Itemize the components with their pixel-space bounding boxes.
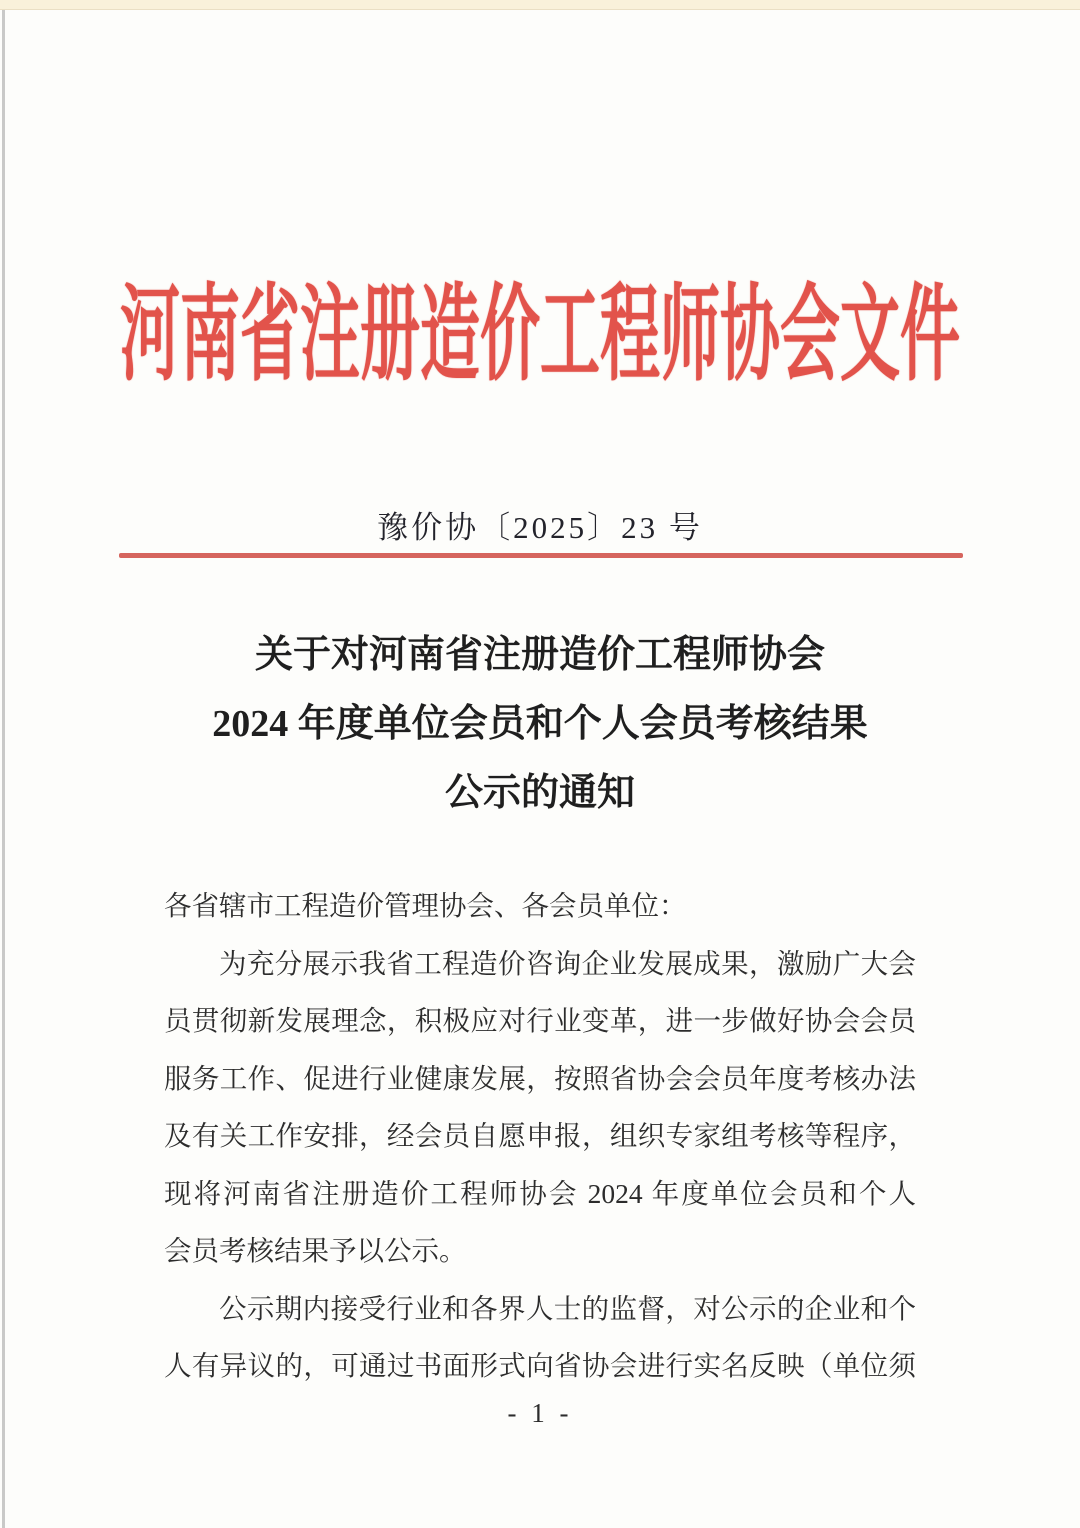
notice-body	[164, 877, 916, 1395]
body-text-line: 现将河南省注册造价工程师协会 2024 年度单位会员和个人	[164, 1177, 916, 1209]
notice-title-line: 关于对河南省注册造价工程师协会	[254, 634, 825, 676]
body-text-line: 及有关工作安排，经会员自愿申报，组织专家组考核等程序，	[164, 1120, 916, 1151]
page-number: - 1 -	[507, 1398, 573, 1428]
body-text-line: 会员考核结果予以公示。	[164, 1235, 467, 1266]
body-text-line: 人有异议的，可通过书面形式向省协会进行实名反映（单位须	[164, 1350, 916, 1381]
body-text-line: 员贯彻新发展理念，积极应对行业变革，进一步做好协会会员	[164, 1005, 916, 1036]
body-text-line: 各省辖市工程造价管理协会、各会员单位：	[164, 890, 687, 921]
body-text-line: 服务工作、促进行业健康发展，按照省协会会员年度考核办法	[164, 1062, 916, 1094]
notice-title-line: 2024 年度单位会员和个人会员考核结果	[212, 703, 868, 745]
document-number: 豫价协〔2025〕23 号	[377, 510, 703, 545]
body-text-line: 公示期内接受行业和各界人士的监督，对公示的企业和个	[219, 1292, 916, 1324]
notice-title	[0, 621, 1080, 828]
scan-edge-top	[0, 0, 1080, 10]
red-letterhead-title: 河南省注册造价工程师协会文件	[120, 277, 960, 394]
red-divider-line	[119, 553, 963, 558]
body-text-line: 为充分展示我省工程造价咨询企业发展成果，激励广大会	[219, 947, 916, 979]
notice-title-line: 公示的通知	[444, 772, 635, 814]
